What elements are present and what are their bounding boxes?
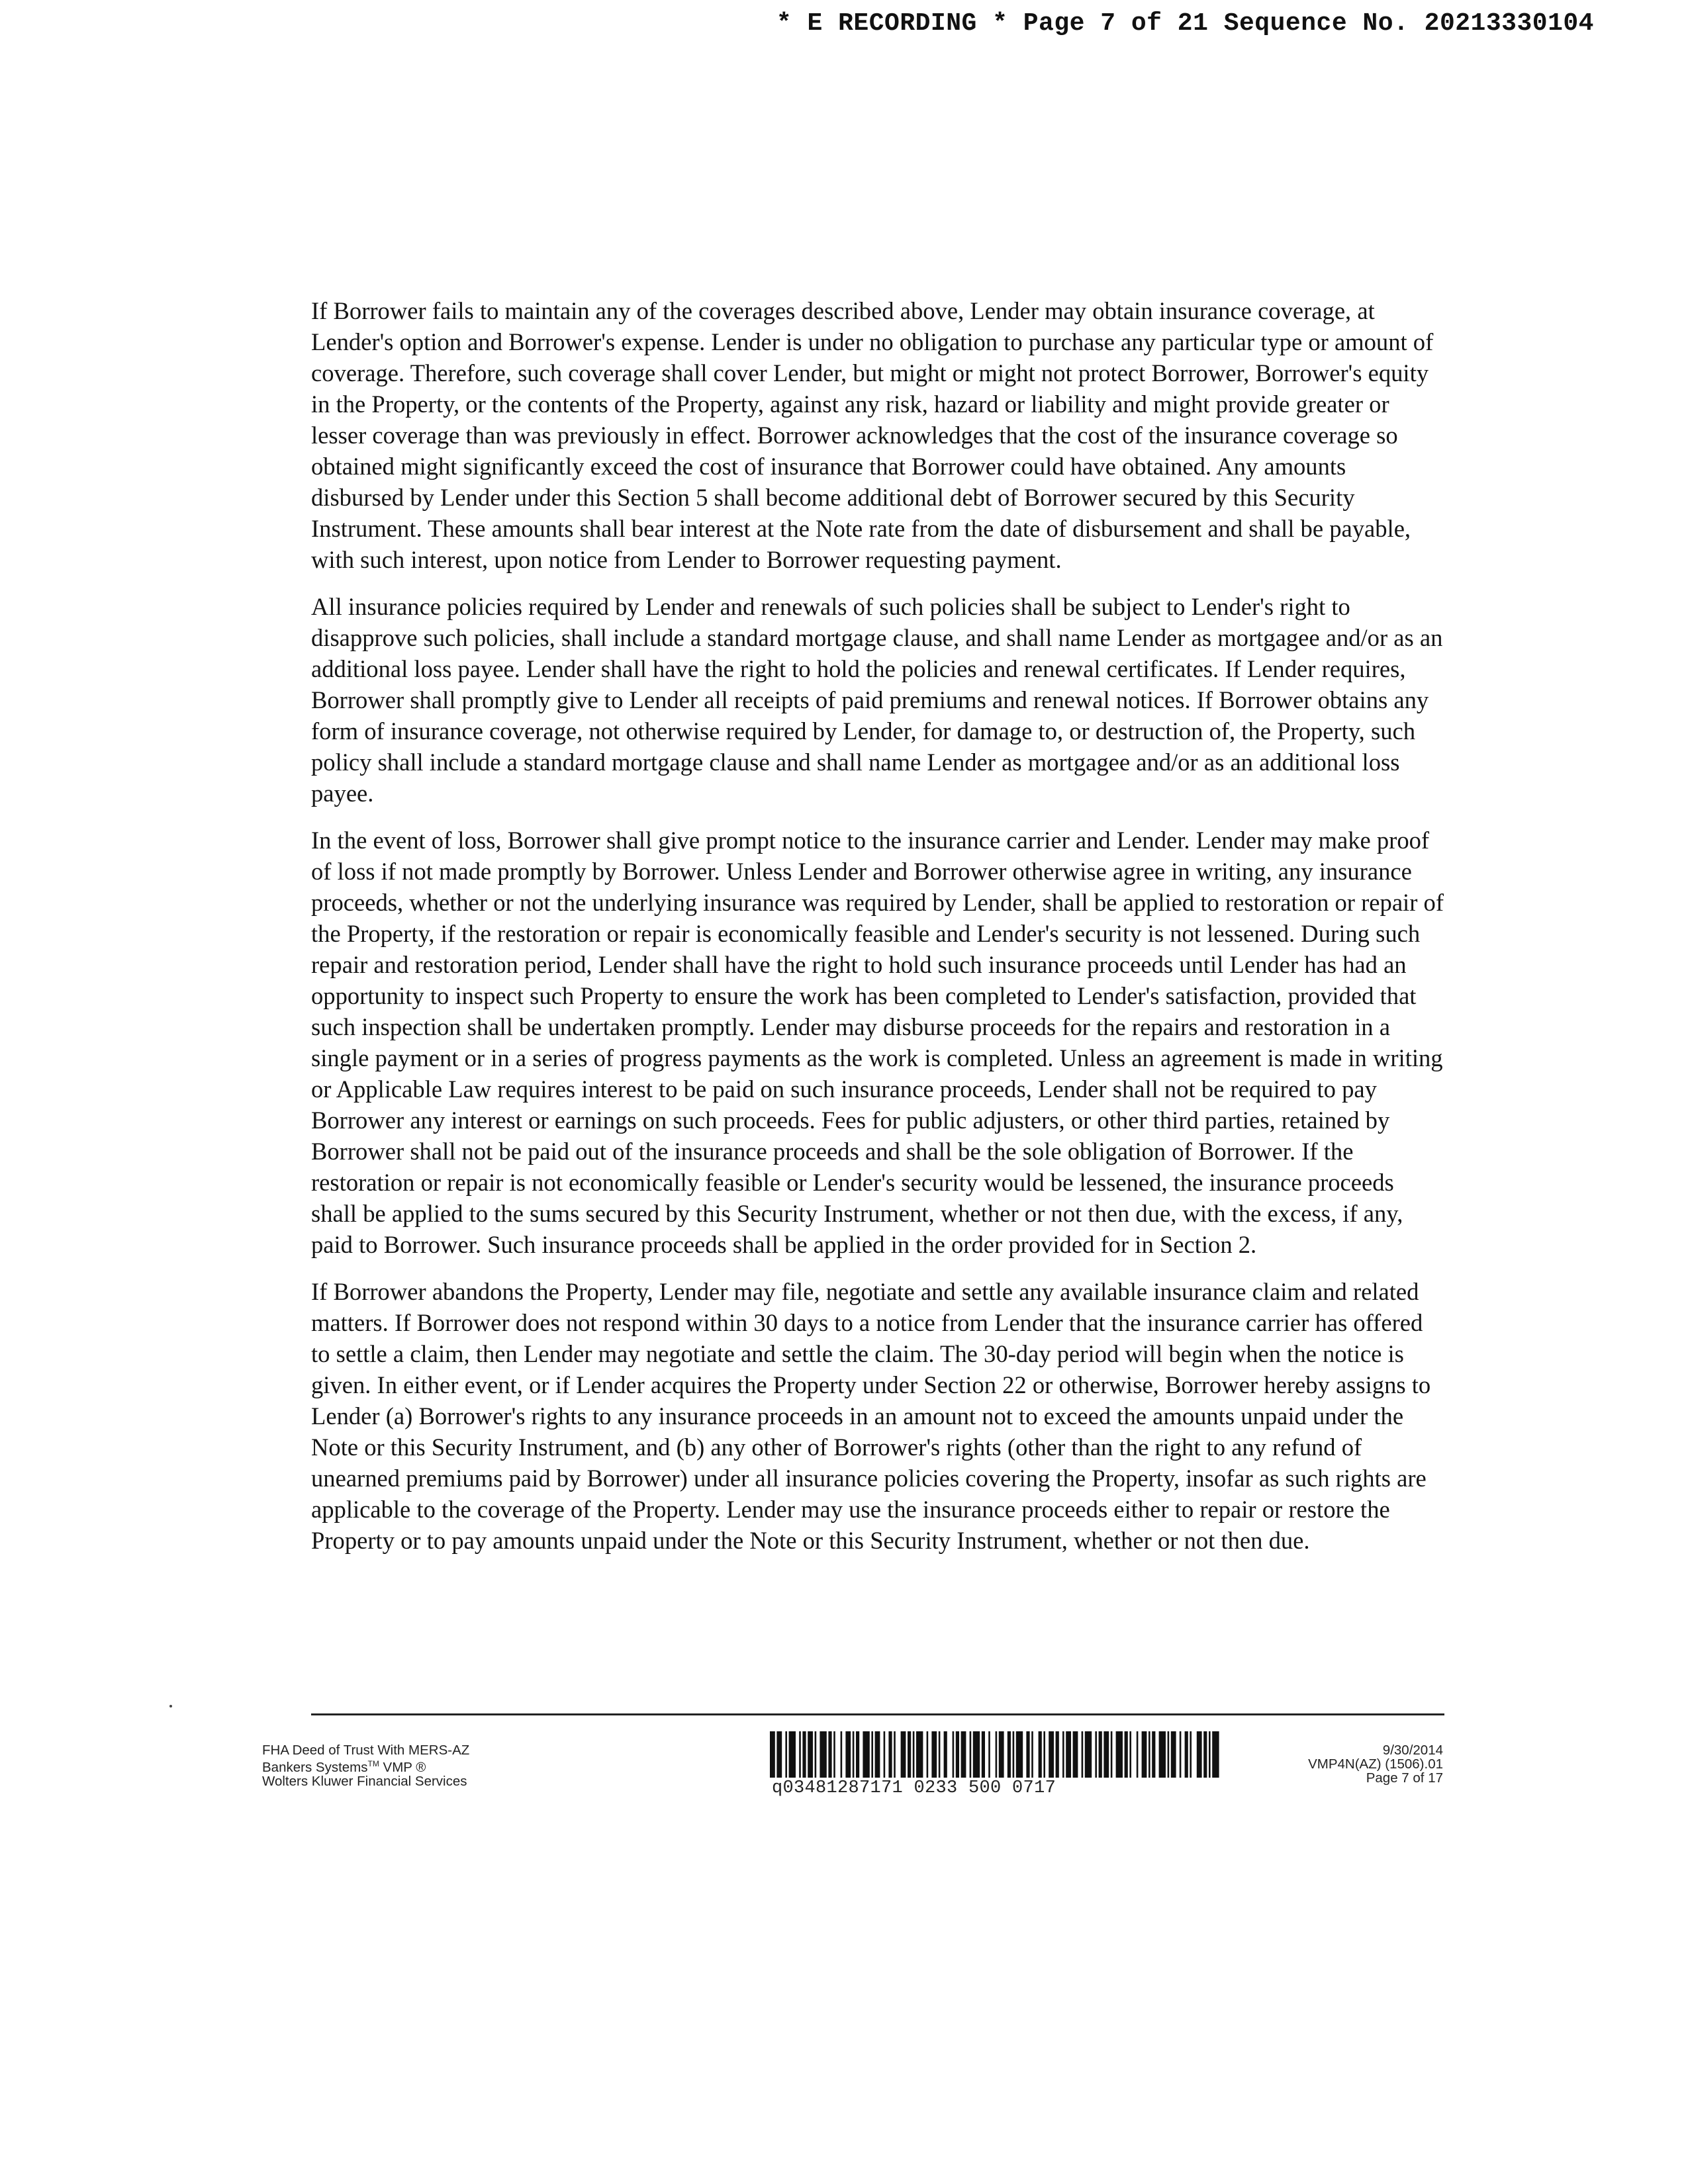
- barcode: [770, 1731, 1220, 1797]
- paragraph-abandonment: If Borrower abandons the Property, Lender may file, negotiate and settle any available insurance claim and related matters. If Borrower does not respond within 30 days to a notice from Lender that the insurance carrier has offered to settle a claim, then Lender may negotiate and settle the claim. The 30-day period will begin when the notice is given. In either event, or if Lender acquires the Property under Section 22 or otherwise, Borrower hereby assigns to Lender (a) Borrower's rights to any insurance proceeds in an amount not to exceed the amounts unpaid under the Note or this Security Instrument, and (b) any other of Borrower's rights (other than the right to any refund of unearned premiums paid by Borrower) under all insurance policies covering the Property, insofar as such rights are applicable to the coverage of the Property. Lender may use the insurance proceeds either to repair or restore the Property or to pay amounts unpaid under the Note or this Security Instrument, whether or not then due.: [311, 1278, 1431, 1554]
- document-body: [311, 295, 1444, 1572]
- footer-divider: [311, 1713, 1444, 1715]
- paragraph-insurance-policies: All insurance policies required by Lender and renewals of such policies shall be subject to Lender's right to disapprove such policies, shall include a standard mortgage clause, and shall name Lender as mortgagee and/or as an additional loss payee. Lender shall have the right to hold the policies and renewal certificates. If Lender requires, Borrower shall promptly give to Lender all receipts of paid premiums and renewal notices. If Borrower obtains any form of insurance coverage, not otherwise required by Lender, for damage to, or destruction of, the Property, such policy shall include a standard mortgage clause and shall name Lender as mortgagee and/or as an additional loss payee.: [311, 593, 1443, 807]
- footer-form-codes: [1308, 1743, 1443, 1785]
- footer-form-info: [262, 1743, 469, 1788]
- stray-mark: [169, 1705, 172, 1707]
- barcode-bars: [770, 1731, 1220, 1778]
- footer-page-number: Page 7 of 17: [1366, 1770, 1443, 1786]
- footer-date: 9/30/2014: [1382, 1743, 1443, 1758]
- footer-publisher: Bankers Systems™ VMP ®: [262, 1759, 426, 1775]
- paragraph-event-of-loss: In the event of loss, Borrower shall give prompt notice to the insurance carrier and Lender. Lender may make proof of loss if not made promptly by Borrower. Unless Lender and Borrower otherwise agree in writing, any insurance proceeds, whether or not the underlying insurance was required by Lender, shall be applied to restoration or repair of the Property, if the restoration or repair is economically feasible and Lender's security is not lessened. During such repair and restoration period, Lender shall have the right to hold such insurance proceeds until Lender has had an opportunity to inspect such Property to ensure the work has been completed to Lender's satisfaction, provided that such inspection shall be undertaken promptly. Lender may disburse proceeds for the repairs and restoration in a single payment or in a series of progress payments as the work is completed. Unless an agreement is made in writing or Applicable Law requires interest to be paid on such insurance proceeds, Lender shall not be required to pay Borrower any interest or earnings on such proceeds. Fees for public adjusters, or other third parties, retained by Borrower shall not be paid out of the insurance proceeds and shall be the sole obligation of Borrower. If the restoration or repair is not economically feasible or Lender's security would be lessened, the insurance proceeds shall be applied to the sums secured by this Security Instrument, whether or not then due, with the excess, if any, paid to Borrower. Such insurance proceeds shall be applied in the order provided for in Section 2.: [311, 827, 1444, 1258]
- footer-form-number: VMP4N(AZ) (1506).01: [1308, 1756, 1443, 1772]
- barcode-number: q03481287171 0233 500 0717: [772, 1778, 1056, 1798]
- footer-form-title: FHA Deed of Trust With MERS-AZ: [262, 1743, 470, 1758]
- paragraph-insurance-coverage: If Borrower fails to maintain any of the coverages described above, Lender may obtain insurance coverage, at Lender's option and Borrower's expense. Lender is under no obligation to purchase any particular type or amount of coverage. Therefore, such coverage shall cover Lender, but might or might not protect Borrower, Borrower's equity in the Property, or the contents of the Property, against any risk, hazard or liability and might provide greater or lesser coverage than was previously in effect. Borrower acknowledges that the cost of the insurance coverage so obtained might significantly exceed the cost of insurance that Borrower could have obtained. Any amounts disbursed by Lender under this Section 5 shall become additional debt of Borrower secured by this Security Instrument. These amounts shall bear interest at the Note rate from the date of disbursement and shall be payable, with such interest, upon notice from Lender to Borrower requesting payment.: [311, 297, 1434, 573]
- recording-stamp: * E RECORDING * Page 7 of 21 Sequence No. 20213330104: [776, 9, 1594, 38]
- footer-company: Wolters Kluwer Financial Services: [262, 1773, 467, 1789]
